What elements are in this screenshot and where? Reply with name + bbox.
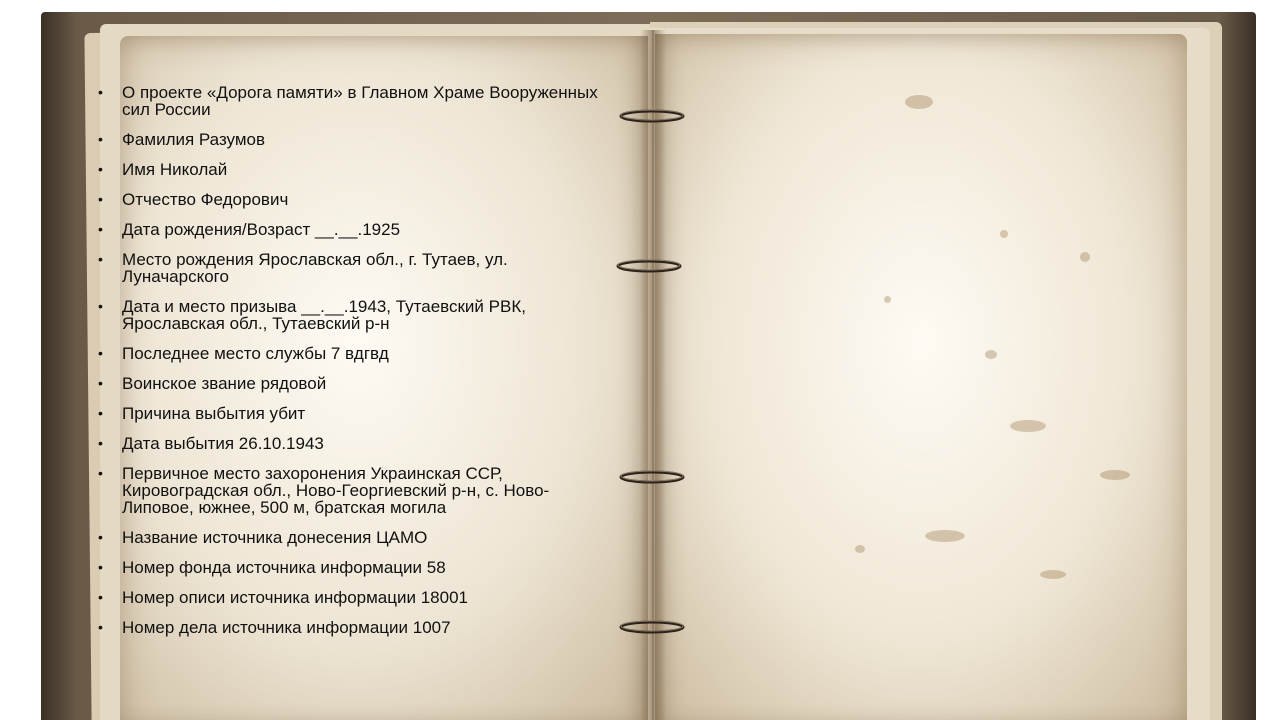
paper-stain [1040, 570, 1066, 579]
item-text: Дата рождения/Возраст __.__.1925 [122, 220, 401, 239]
binder-ring [617, 468, 687, 486]
list-item [96, 298, 606, 332]
binder-ring [614, 257, 684, 275]
list-item [96, 529, 606, 546]
list-item [96, 589, 606, 606]
list-item [96, 435, 606, 452]
item-text: О проекте «Дорога памяти» в Главном Храме Вооруженных сил России [122, 83, 598, 119]
list-item [96, 251, 606, 285]
list-item [96, 131, 606, 148]
paper-stain [1000, 230, 1008, 238]
paper-stain [1010, 420, 1046, 432]
notebook-page-right [655, 34, 1187, 720]
item-text: Имя Николай [122, 160, 228, 179]
item-text: Номер фонда источника информации 58 [122, 558, 446, 577]
bullet-icon: • [98, 405, 103, 421]
bullet-icon: • [98, 221, 103, 237]
bullet-icon: • [98, 465, 103, 481]
list-item [96, 375, 606, 392]
item-text: Дата выбытия 26.10.1943 [122, 434, 324, 453]
binder-ring [617, 618, 687, 636]
list-item [96, 405, 606, 422]
bullet-icon: • [98, 559, 103, 575]
list-item [96, 84, 606, 118]
item-text: Причина выбытия убит [122, 404, 306, 423]
bullet-icon: • [98, 345, 103, 361]
bullet-icon: • [98, 161, 103, 177]
paper-stain [884, 296, 891, 303]
list-item [96, 191, 606, 208]
item-text: Последнее место службы 7 вдгвд [122, 344, 389, 363]
paper-stain [855, 545, 865, 553]
binder-ring [617, 107, 687, 125]
item-text: Место рождения Ярославская обл., г. Тутаев, ул. Луначарского [122, 250, 508, 286]
bullet-icon: • [98, 529, 103, 545]
paper-stain [905, 95, 933, 109]
bullet-icon: • [98, 435, 103, 451]
soldier-record-list [96, 84, 606, 649]
item-text: Фамилия Разумов [122, 130, 266, 149]
item-text: Номер дела источника информации 1007 [122, 618, 451, 637]
list-item [96, 221, 606, 238]
item-text: Первичное место захоронения Украинская ССР, Кировоградская обл., Ново-Георгиевский р-н, с. Ново-Липовое, южнее, 500 м, братская могила [122, 464, 550, 517]
item-text: Название источника донесения ЦАМО [122, 528, 428, 547]
bullet-icon: • [98, 619, 103, 635]
bullet-icon: • [98, 84, 103, 100]
paper-stain [1080, 252, 1090, 262]
bullet-icon: • [98, 589, 103, 605]
item-text: Воинское звание рядовой [122, 374, 327, 393]
paper-stain [925, 530, 965, 542]
bullet-icon: • [98, 375, 103, 391]
bullet-icon: • [98, 298, 103, 314]
bullet-icon: • [98, 131, 103, 147]
list-item [96, 465, 606, 516]
book-spine [640, 30, 666, 720]
item-text: Номер описи источника информации 18001 [122, 588, 468, 607]
item-text: Отчество Федорович [122, 190, 289, 209]
list-item [96, 559, 606, 576]
bullet-icon: • [98, 191, 103, 207]
item-text: Дата и место призыва __.__.1943, Тутаевский РВК, Ярославская обл., Тутаевский р-н [122, 297, 526, 333]
paper-stain [985, 350, 997, 359]
bullet-icon: • [98, 251, 103, 267]
list-item [96, 345, 606, 362]
paper-stain [1100, 470, 1130, 480]
list-item [96, 619, 606, 636]
list-item [96, 161, 606, 178]
